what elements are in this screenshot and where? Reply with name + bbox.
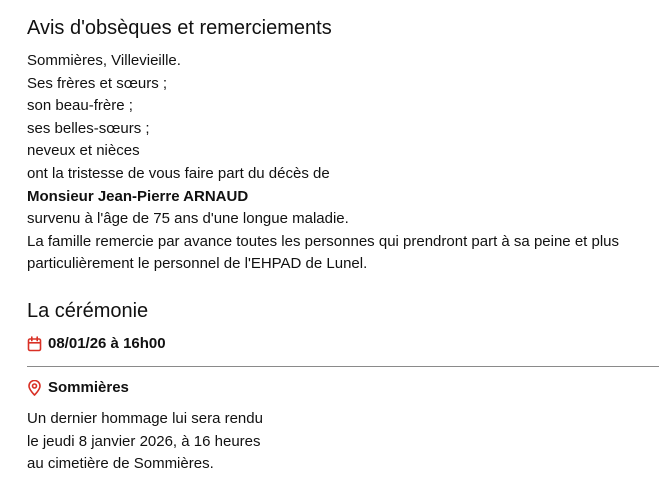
location-pin-icon xyxy=(27,380,42,396)
notice-line: Sommières, Villevieille. xyxy=(27,52,181,69)
notice-line: survenu à l'âge de 75 ans d'une longue maladie. xyxy=(27,210,349,228)
notice-thanks: La famille remercie par avance toutes les personnes qui prendront part à sa peine et plus particulièrement le personnel de l'EHPAD de Lunel. xyxy=(27,232,620,273)
ceremony-title: La cérémonie xyxy=(27,300,149,322)
deceased-name: Monsieur Jean-Pierre ARNAUD xyxy=(27,187,249,205)
notice-line: Ses frères et sœurs ; xyxy=(27,74,168,92)
ceremony-line: Un dernier hommage lui sera rendu xyxy=(27,410,263,427)
notice-line: neveux et nièces xyxy=(27,142,140,160)
ceremony-line: au cimetière de Sommières. xyxy=(27,455,214,473)
ceremony-date xyxy=(27,334,166,354)
notice-line: ses belles-sœurs ; xyxy=(27,119,150,137)
section-divider xyxy=(27,366,659,367)
ceremony-line: le jeudi 8 janvier 2026, à 16 heures xyxy=(27,432,261,450)
ceremony-place-text: Sommières xyxy=(48,379,129,396)
calendar-icon xyxy=(27,336,42,352)
notice-line: son beau-frère ; xyxy=(27,97,133,115)
ceremony-details xyxy=(27,408,263,476)
notice-text xyxy=(27,50,659,276)
notice-line: ont la tristesse de vous faire part du décès de xyxy=(27,164,330,182)
notice-title: Avis d'obsèques et remerciements xyxy=(27,17,332,39)
ceremony-date-text: 08/01/26 à 16h00 xyxy=(48,335,166,352)
ceremony-place xyxy=(27,378,129,398)
